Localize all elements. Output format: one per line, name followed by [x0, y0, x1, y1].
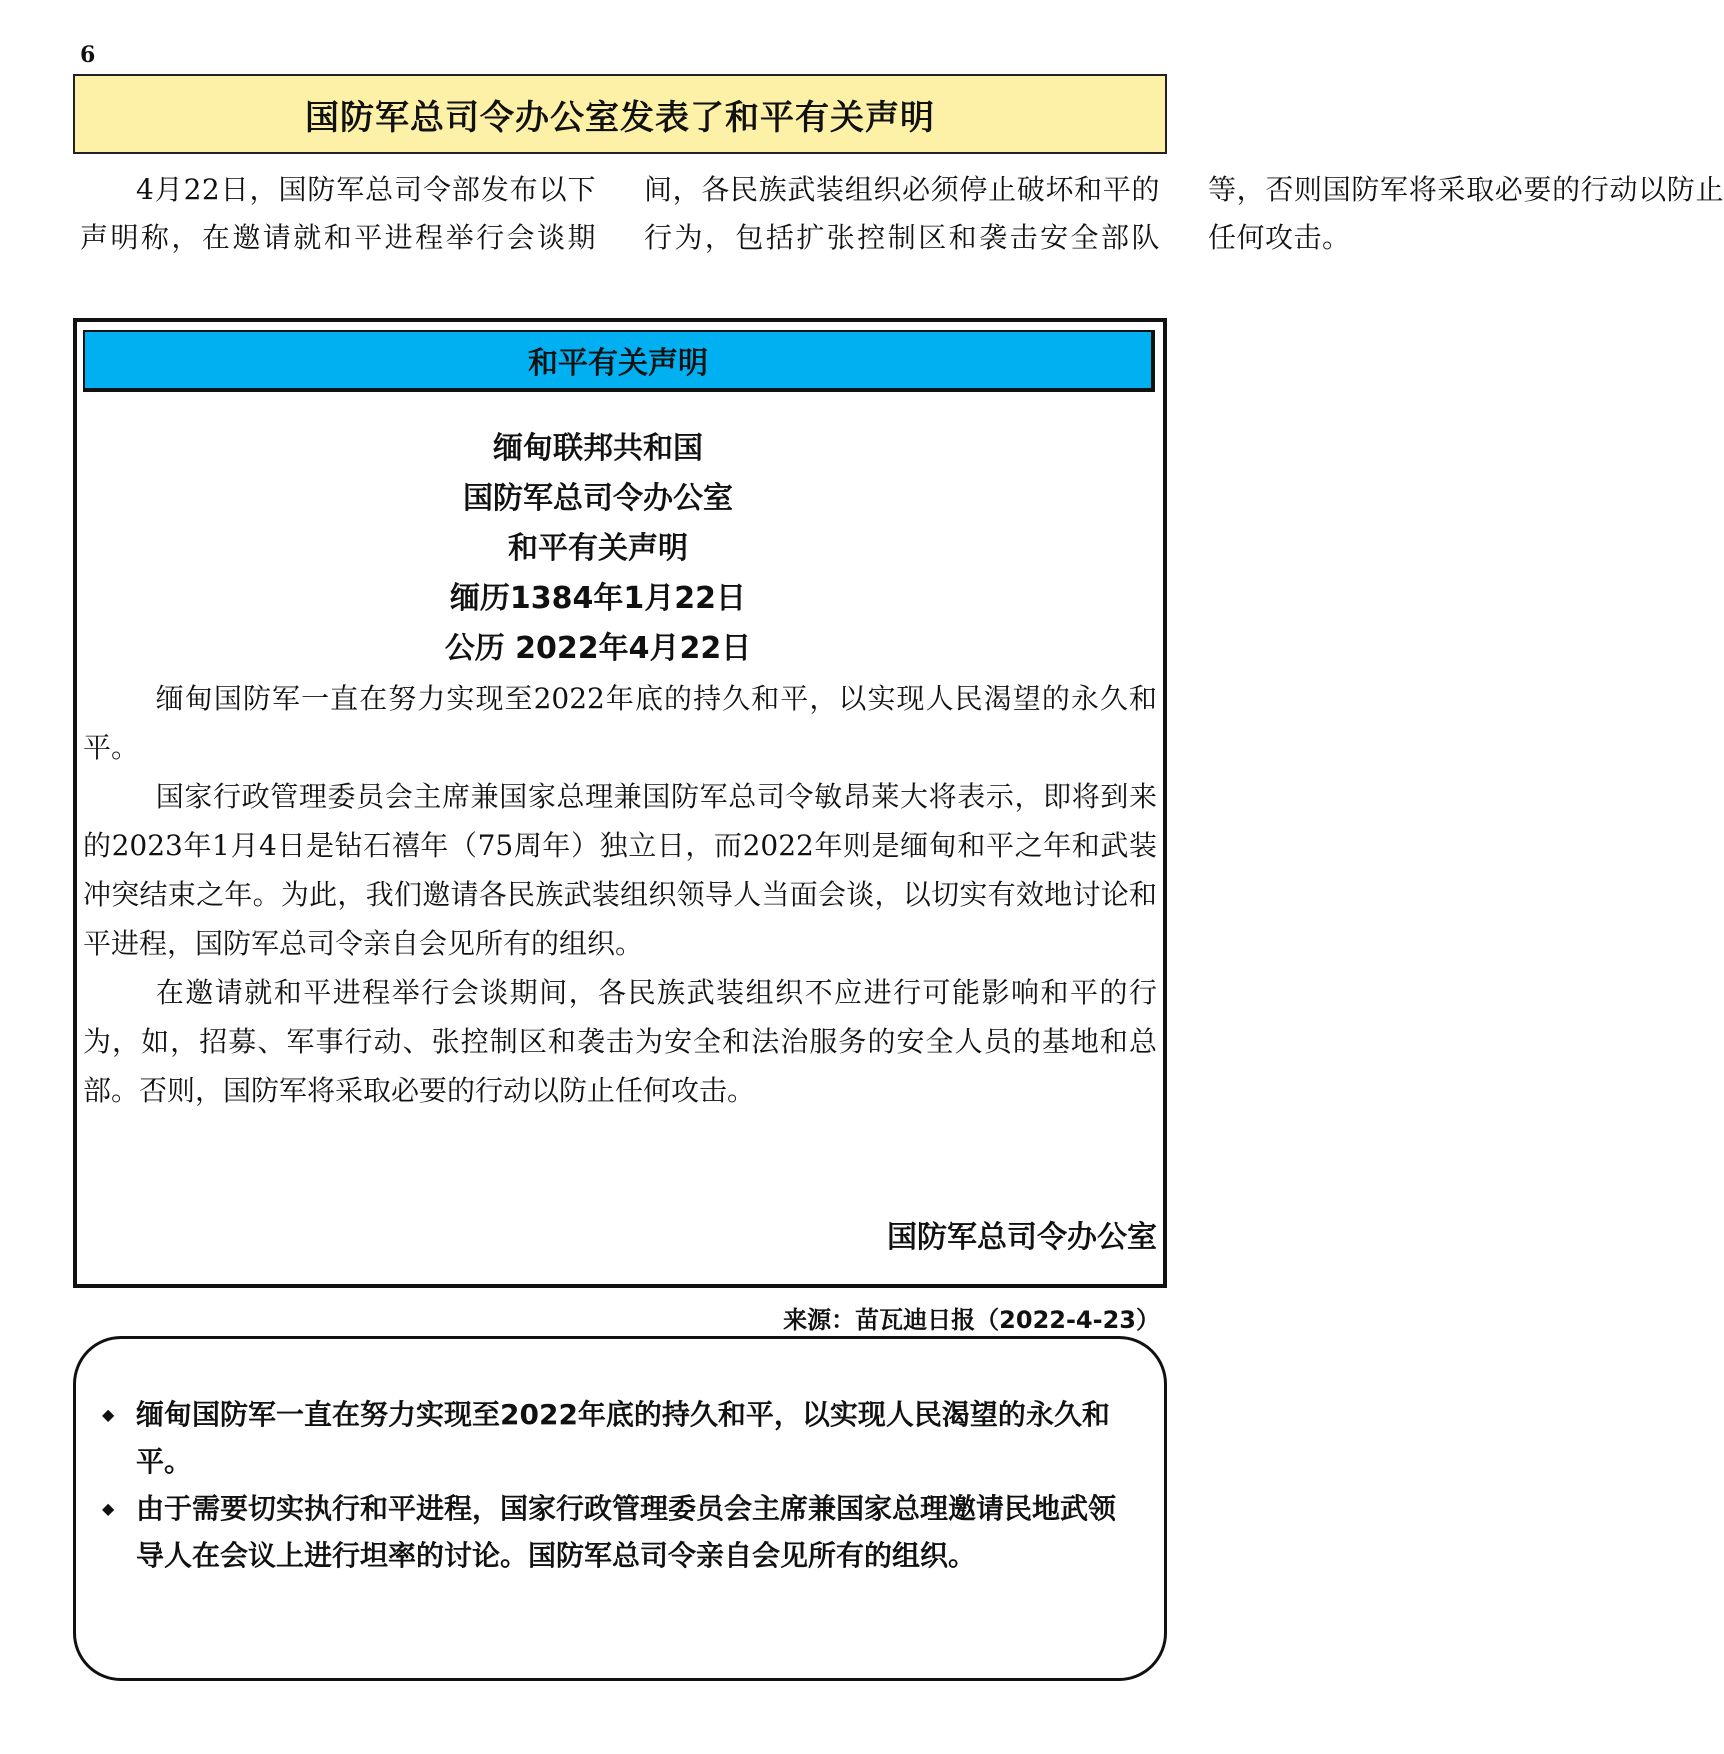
diamond-bullet-icon: ◆ [102, 1499, 115, 1518]
headline-title: 国防军总司令办公室发表了和平有关声明 [305, 97, 935, 138]
statement-paragraph: 在邀请就和平进程举行会谈期间，各民族武装组织不应进行可能影响和平的行为，如，招募、军事行动、张控制区和袭击为安全和法治服务的安全人员的基地和总部。否则，国防军将采取必要的行动以防止任何攻击。 [83, 976, 1157, 1107]
statement-paragraph: 国家行政管理委员会主席兼国家总理兼国防军总司令敏昂莱大将表示，即将到来的2023年1月4日是钻石禧年（75周年）独立日，而2022年则是缅甸和平之年和武装冲突结束之年。为此，我们邀请各民族武装组织领导人当面会谈，以切实有效地讨论和平进程，国防军总司令亲自会见所有的组织。 [83, 780, 1157, 960]
summary-item [102, 1391, 1122, 1485]
statement-signature: 国防军总司令办公室 [887, 1220, 1157, 1255]
statement-title-bar [83, 330, 1155, 392]
headline-banner [73, 74, 1167, 154]
page-number: 6 [80, 42, 96, 68]
heading-office: 国防军总司令办公室 [463, 481, 733, 516]
heading-myanmar-date: 缅历1384年1月22日 [449, 581, 747, 616]
summary-box [73, 1336, 1167, 1681]
source-credit: 来源：苗瓦迪日报（2022-4-23） [783, 1306, 1160, 1334]
statement-body [83, 674, 1157, 1115]
summary-item-text: 由于需要切实执行和平进程，国家行政管理委员会主席兼国家总理邀请民地武领导人在会议上进行坦率的讨论。国防军总司令亲自会见所有的组织。 [136, 1492, 1117, 1572]
diamond-bullet-icon: ◆ [102, 1405, 115, 1424]
heading-gregorian-date: 公历 2022年4月22日 [444, 631, 752, 666]
summary-item [102, 1485, 1122, 1579]
heading-title: 和平有关声明 [508, 531, 688, 566]
summary-list [102, 1391, 1122, 1579]
statement-bar-title: 和平有关声明 [528, 346, 708, 381]
statement-paragraph: 缅甸国防军一直在努力实现至2022年底的持久和平，以实现人民渴望的永久和平。 [83, 682, 1157, 764]
summary-item-text: 缅甸国防军一直在努力实现至2022年底的持久和平，以实现人民渴望的永久和平。 [136, 1398, 1110, 1478]
statement-box [73, 318, 1167, 1288]
heading-country: 缅甸联邦共和国 [493, 431, 703, 466]
statement-heading [77, 424, 1163, 674]
intro-paragraph: 4月22日，国防军总司令部发布以下声明称，在邀请就和平进程举行会谈期间，各民族武装组织必须停止破坏和平的行为，包括扩张控制区和袭击安全部队等，否则国防军将采取必要的行动以防止任何攻击。 [80, 173, 1724, 254]
